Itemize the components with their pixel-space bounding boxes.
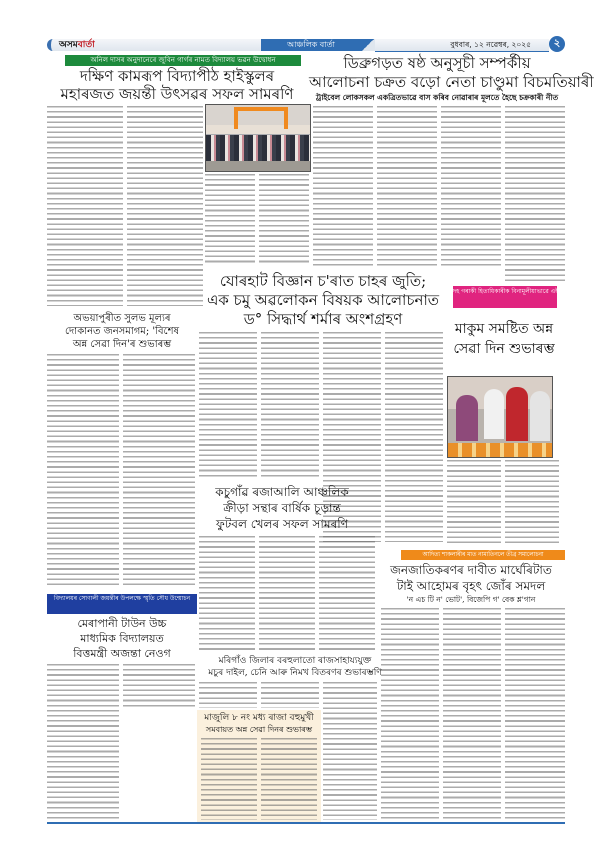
- story5-kicker: দহ গৰাকী হিতাধিকাৰীক বিনামূলীয়াভাৱে এই সেৱা প্ৰদান: [453, 286, 557, 308]
- story1-photo: [205, 104, 311, 172]
- story3-body-col1: [199, 332, 257, 478]
- story2-headline-line1: ডিব্ৰুগড়ত ষষ্ঠ অনুসূচী সম্পৰ্কীয়: [343, 54, 531, 72]
- photo-person: [484, 389, 504, 439]
- story1-body-col3: [205, 174, 255, 266]
- story6-headline-line1: কচুগাঁৱ ৰজাআলি আঞ্চলিক: [215, 485, 349, 499]
- story7-kicker: বিদ্যালয়ৰ সোণালী জয়ন্তীৰ উপলক্ষে স্মৃতি সৌধ উন্মোচন: [47, 594, 197, 614]
- story10-headline-line2: সমবায়ত অন্ন সেৱা দিনৰ শুভাৰম্ভ: [205, 725, 313, 734]
- story2-body-col1: [313, 106, 373, 268]
- photo-person: [506, 387, 528, 441]
- story10-headline-line1: মাজুলি ৮ নং মধ্য ৰাজা বহুমুখী: [204, 713, 314, 723]
- story5-photo: [447, 376, 553, 458]
- photo-person: [530, 391, 550, 441]
- story2-body-col2: [377, 106, 437, 268]
- story10-body-col2: [261, 738, 317, 820]
- story6-headline-line2: ক্ৰীড়া সন্থাৰ বাৰ্ষিক চূড়ান্ত: [223, 501, 341, 515]
- story7-body-col2: [123, 664, 195, 708]
- story9-body-col3: [323, 682, 377, 820]
- photo-crowd: [206, 135, 310, 161]
- newspaper-page: [47, 38, 594, 828]
- photo-arch-decoration: [234, 107, 288, 129]
- story2-body-col3: [441, 106, 501, 268]
- story7-headline-line3: বিত্তমন্ত্ৰী অজন্তা নেওগ: [73, 647, 171, 660]
- story1-headline-line2: মহাৰজত জয়ন্তী উৎসৱৰ সফল সামৰণি: [60, 85, 294, 103]
- newspaper-logo: [59, 39, 95, 51]
- story4-headline-line3: অন্ন সেৱা দিন'ৰ শুভাৰম্ভ: [72, 339, 172, 350]
- story8-kicker: আদিত্য শাকলাৰীৰ মাত নামাতিনলে তীব্ৰ সমালোচনা: [401, 550, 565, 560]
- masthead-logo-bar: [47, 39, 261, 51]
- photo-person: [456, 395, 478, 441]
- bottom-rule: [47, 822, 565, 824]
- story6-body-col2: [259, 536, 315, 650]
- story9-body-col1: [199, 682, 257, 708]
- masthead: [47, 38, 565, 52]
- story6-headline-line3: ফুটবল খেলৰ সফল সামৰণি: [216, 517, 348, 531]
- story2-body-col4: [505, 106, 565, 282]
- story3-headline-line2: এক চমু অৱলোকন বিষয়ক আলোচনাত: [206, 291, 440, 309]
- story8-headline-line1: জনজাতিকৰণৰ দাবীত মাৰ্ঘেৰিটাত: [390, 563, 552, 577]
- section-label: আঞ্চলিক বাৰ্তা: [261, 39, 361, 51]
- story7-headline-line1: মেৰাপানী টাউন উচ্চ: [77, 617, 167, 630]
- story6-body-col3: [319, 536, 375, 650]
- story7-headline-line2: মাধ্যমিক বিদ্যালয়ত: [80, 632, 164, 645]
- photo-food-packets: [448, 443, 552, 457]
- story4-headline-line2: দোকানত জনসমাগম; 'বিশেষ: [64, 326, 179, 337]
- story1-headline-line1: দক্ষিণ কামৰূপ বিদ্যাপীঠ হাইস্কুলৰ: [79, 67, 275, 85]
- story1-body-col4: [259, 174, 309, 266]
- story3-body-col2: [261, 332, 319, 478]
- story8-body-col2: [443, 608, 501, 820]
- issue-date: বুধবাৰ, ১২ নৱেম্বৰ, ২০২৫: [450, 40, 531, 49]
- logo-part-1: অসম: [59, 40, 78, 50]
- story5-body-col1: [447, 460, 501, 544]
- story3-body-col4: [385, 332, 443, 542]
- story1-body-col2: [127, 106, 203, 306]
- story8-body-col1: [381, 608, 439, 820]
- story10-body-col1: [201, 738, 257, 820]
- page-number-badge: ২: [549, 36, 565, 52]
- story3-headline-line1: যোৰহাট বিজ্ঞান চ'ৰাত চাহৰ জুতি;: [219, 272, 427, 290]
- story4-body-col2: [123, 354, 195, 588]
- story9-headline-line1: মৰিগাঁও জিলাৰ বৰহুলাতো ৰাজসাহায্যযুক্ত: [218, 656, 372, 666]
- story8-subheadline: 'ন এচ টি ন' ভোট', বিজেপি গ' বেক শ্ল'গান: [406, 595, 536, 604]
- story4-headline-line1: অভয়াপুৰীত সুলভ মূল্যৰ: [73, 313, 171, 324]
- masthead-date-bar: [375, 39, 549, 52]
- masthead-divider: [361, 39, 375, 51]
- story6-body-col1: [199, 536, 255, 650]
- story2-subheadline: ট্ৰাইবেল লোকসকল একত্ৰিতভাৱে বাস কৰিব নোৱাৰাৰ মূলতে হৈছে চক্ৰকাৰী নীত: [315, 93, 559, 102]
- story1-body-col1: [47, 106, 123, 306]
- story9-body-col2: [261, 682, 319, 708]
- story1-kicker: অনিল দাসৰ অনুদানেৰে জুবিন গাৰ্গৰ নামত বিদ্যালয় ভৱন উদ্বোধন: [65, 55, 301, 66]
- story8-body-col3: [505, 608, 565, 820]
- story9-headline-line2: মচুৰ দাইল, চেনি আৰু নিমখ বিতৰণৰ শুভাৰম্ভণি: [208, 668, 382, 678]
- story5-headline-line1: মাকুম সমষ্টিত অন্ন: [454, 321, 554, 337]
- story7-body-col1: [47, 664, 119, 820]
- story8-headline-line2: টাই আহোমৰ বৃহৎ জোঁৰ সমদল: [396, 579, 546, 593]
- story2-headline-line2: আলোচনা চক্ৰত বড়ো নেতা চাণ্ডুমা বিচমতিয়াৰী: [309, 73, 594, 91]
- story4-body-col1: [47, 354, 119, 588]
- story3-headline-line3: ড° সিদ্ধাৰ্থ শৰ্মাৰ অংশগ্ৰহণ: [243, 310, 403, 328]
- logo-part-2: বাৰ্তা: [77, 40, 95, 50]
- story5-headline-line2: সেৱা দিন শুভাৰম্ভ: [453, 341, 555, 357]
- story5-body-col2: [505, 460, 559, 544]
